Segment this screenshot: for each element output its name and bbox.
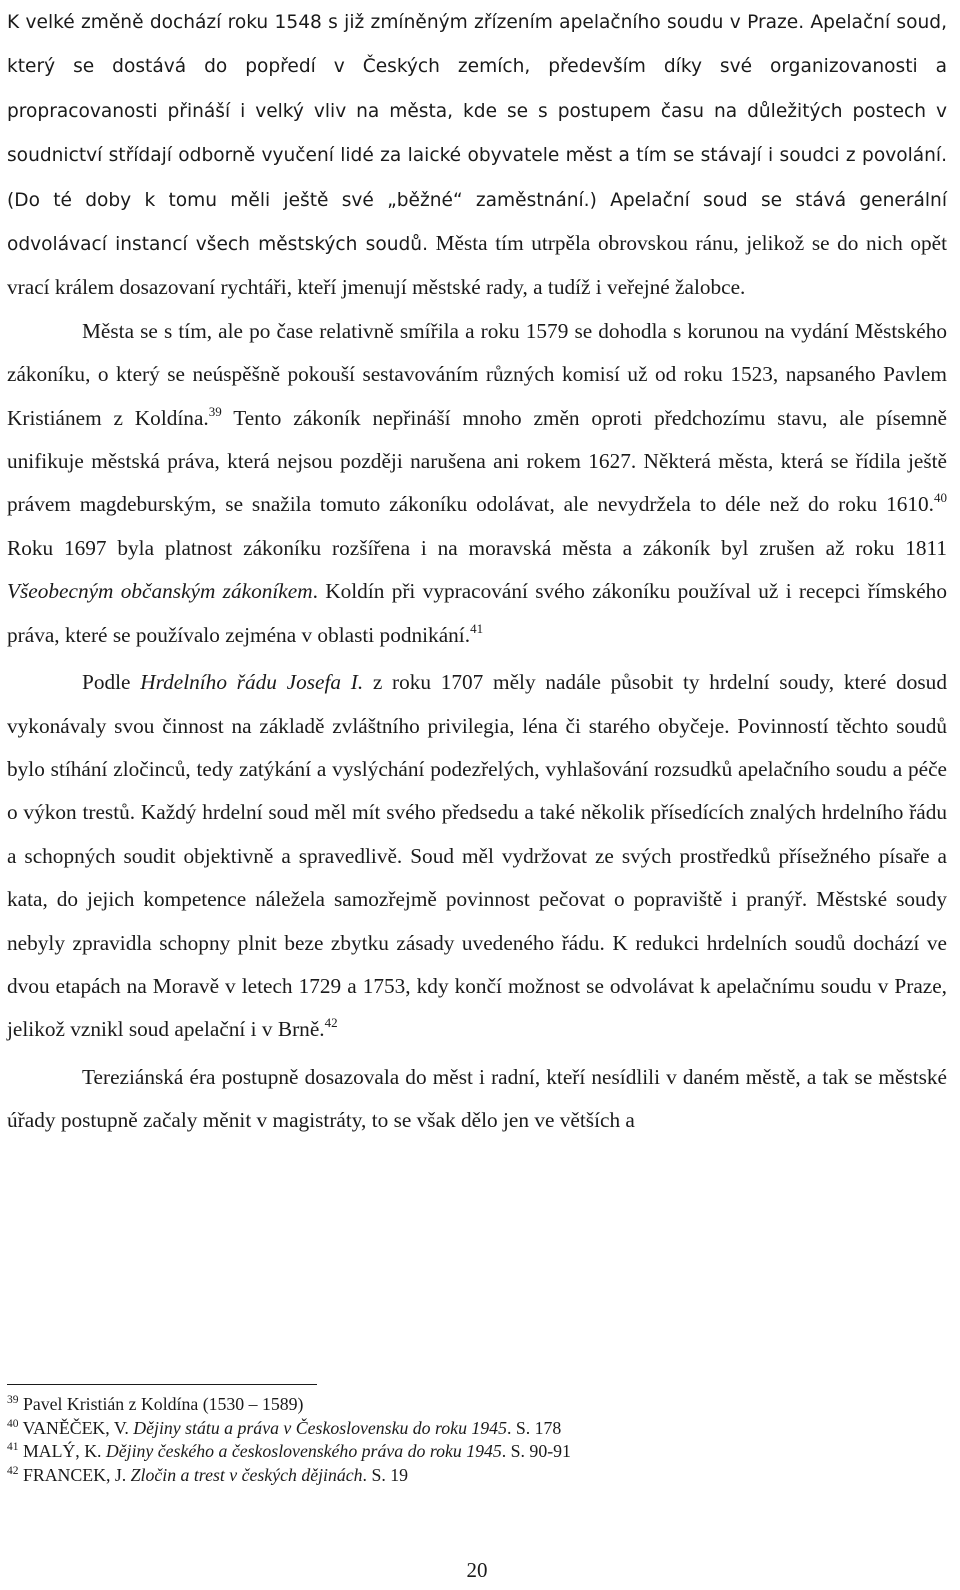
- footnote-author: FRANCEK, J.: [18, 1464, 131, 1485]
- paragraph-3-text-cont: z roku 1707 měly nadále působit ty hrdelní soudy, které dosud vykonávaly svou činnost na základě zvláštního privilegia, léna či starého obyčeje. Povinností těchto soudů bylo stíhání zločinců, tedy zatýkání a vyslýchání podezřelých, vyhlašování rozsudků apelačního soudu a péče o výkon trestů. Každý hrdelní soud měl mít svého předsedu a také několik přísedících znalých hrdelního řádu a schopných soudit objektivně a spravedlivě. Soud měl vydržovat ze svých prostředků přísežného písaře a kata, do jejich kompetence náležela samozřejmě povinnost pečovat o popraviště i pranýř. Městské soudy nebyly zpravidla schopny plnit beze zbytku zásady uvedeného řádu. K redukci hrdelních soudů dochází ve dvou etapách na Moravě v letech 1729 a 1753, kdy končí možnost se odvolávat k apelačnímu soudu v Praze, jelikož vznikl soud apelační i v Brně.: [7, 670, 947, 1042]
- footnote-number: 42: [7, 1464, 19, 1477]
- paragraph-3: [7, 661, 947, 1052]
- footnote-number: 41: [7, 1441, 19, 1454]
- paragraph-2-text: Města se s tím, ale po čase relativně smířila a roku 1579 se dohodla s korunou na vydání Městského zákoníku, o který se neúspěšně pokouší sestavováním různých komisí už od roku 1523, napsaného Pavlem Kristiánem z Koldína.: [7, 318, 947, 430]
- footnote-title: Zločin a trest v českých dějinách: [130, 1464, 363, 1485]
- paragraph-3-text: Podle: [82, 670, 141, 695]
- page-number: 20: [466, 1558, 488, 1582]
- footnote-separator: [7, 1384, 317, 1385]
- footnote-number: 39: [7, 1394, 19, 1406]
- paragraph-1-text-cont: Města tím utrpěla obrovskou ránu, jelikož se do nich opět vrací králem dosazovaní rychtáři, kteří jmenují městské rady, a tudíž i veřejné žalobce.: [7, 231, 947, 300]
- body-text: [7, 0, 947, 1143]
- footnote-title: Dějiny státu a práva v Československu do roku 1945: [133, 1417, 507, 1438]
- footnote-ref-41[interactable]: 41: [470, 620, 484, 636]
- footnotes: [7, 1393, 947, 1487]
- footnote-41: [7, 1440, 947, 1464]
- paragraph-4-text: Tereziánská éra postupně dosazovala do měst i radní, kteří nesídlili v daném městě, a tak se městské úřady postupně začaly měnit v magistráty, to se však dělo jen ve větších a: [7, 1064, 947, 1133]
- document-page: [7, 0, 947, 1590]
- paragraph-2-text-cont: Tento zákoník nepřináší mnoho změn oproti předchozímu stavu, ale písemně unifikuje městská práva, která nejsou později narušena ani rokem 1627. Některá města, která se řídila ještě právem magdeburským, se snažila tomuto zákoníku odolávat, ale nevydržela to déle než do roku 1610.: [7, 405, 947, 517]
- footnote-40: [7, 1417, 947, 1441]
- paragraph-3-italic: Hrdelního řádu Josefa I.: [140, 670, 364, 695]
- footnote-text: Pavel Kristián z Koldína (1530 – 1589): [18, 1394, 304, 1414]
- paragraph-2-italic: Všeobecným občanským zákoníkem: [7, 579, 313, 604]
- footnote-author: VANĚČEK, V.: [18, 1417, 134, 1438]
- footnote-author: MALÝ, K.: [18, 1441, 106, 1462]
- paragraph-2: [7, 310, 947, 657]
- footnote-page: . S. 178: [506, 1417, 562, 1438]
- paragraph-1-text: K velké změně dochází roku 1548 s již zmíněným zřízením apelačního soudu v Praze. Apelační soud, který se dostává do popředí v Českých zemích, především díky své organizovanosti a propracovanosti přináší i velký vliv na města, kde se s postupem času na důležitých postech v soudnictví střídají odborně vyučení lidé za laické obyvatele měst a tím se stávají i soudci z povolání. (Do té doby k tomu měli ještě své „běžné“ zaměstnání.) Apelační soud se stává generální odvolávací instancí všech městských soudů.: [7, 12, 947, 256]
- paragraph-2-text-cont3: . Koldín při vypracování svého zákoníku používal už i recepci římského práva, které se používalo zejména v oblasti podnikání.: [7, 579, 947, 647]
- footnote-number: 40: [7, 1417, 19, 1430]
- footnote-39: [7, 1393, 947, 1417]
- paragraph-1: [7, 0, 947, 310]
- paragraph-4: [7, 1056, 947, 1143]
- footnote-title: Dějiny českého a československého práva do roku 1945: [105, 1441, 502, 1462]
- footnote-ref-40[interactable]: 40: [934, 490, 947, 506]
- footnote-42: [7, 1464, 947, 1488]
- footnote-ref-42[interactable]: 42: [324, 1015, 338, 1031]
- paragraph-2-text-cont2: Roku 1697 byla platnost zákoníku rozšířena i na moravská města a zákoník byl zrušen až roku 1811: [7, 535, 947, 560]
- footnote-ref-39[interactable]: 39: [208, 403, 222, 419]
- footnote-page: . S. 90-91: [501, 1441, 571, 1462]
- footnote-page: . S. 19: [362, 1464, 408, 1485]
